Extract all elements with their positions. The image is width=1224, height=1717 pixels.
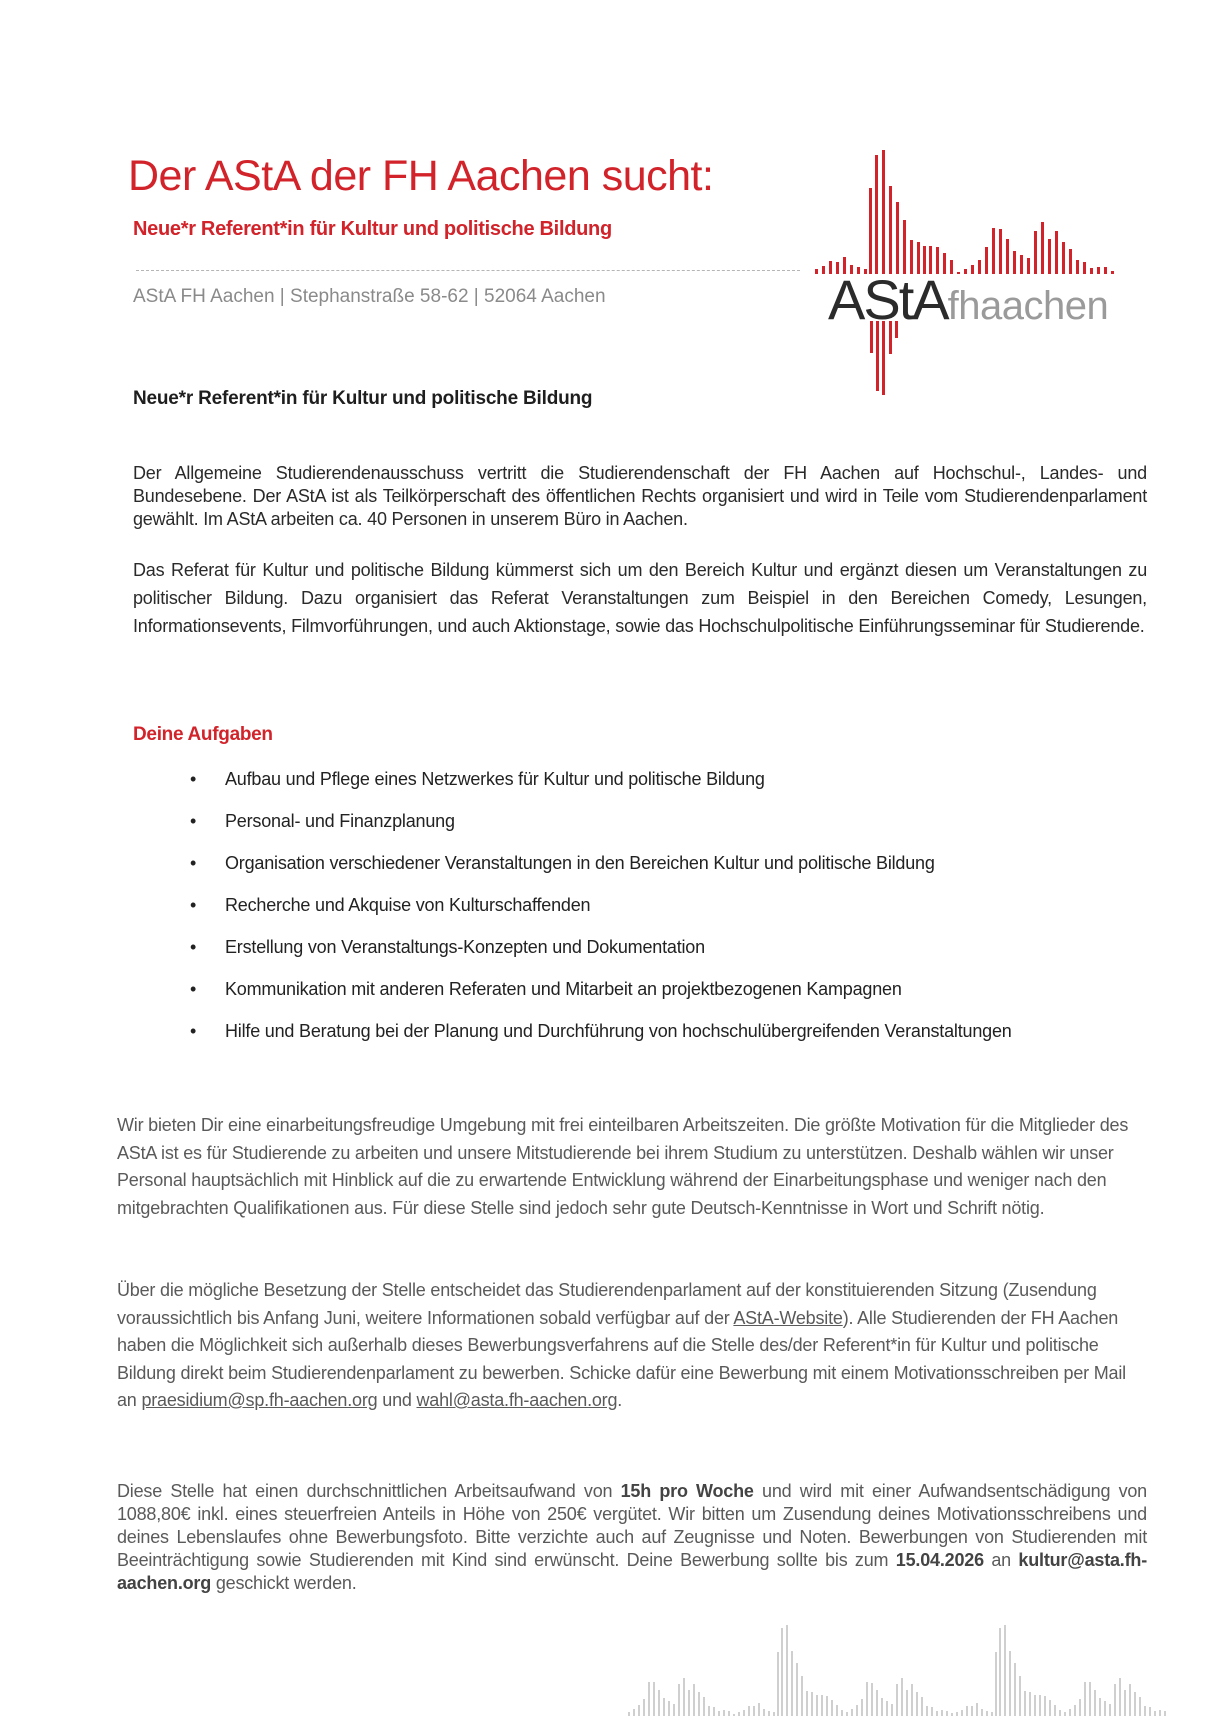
offer-paragraph: Wir bieten Dir eine einarbeitungsfreudige Umgebung mit frei einteilbaren Arbeitszeiten. Die größte Motivation für die Mitglieder des AStA ist es für Studierende zu arbeiten und unsere Mitstudierende bei ihrem Studium zu unterstützen. Deshalb wählen wir unser Personal hauptsächlich mit Hinblick auf die zu erwartende Entwicklung während der Einarbeitungsphase und weniger nach den mitgebrachten Qualifikationen aus. Für diese Stelle sind jedoch sehr gute Deutsch-Kenntnisse in Wort und Schrift nötig. bbox=[117, 1115, 1129, 1218]
tasks-list bbox=[190, 768, 1126, 1062]
footer-waveform-icon bbox=[620, 1610, 1224, 1717]
bullet-icon: • bbox=[190, 895, 197, 915]
task-item: • Aufbau und Pflege eines Netzwerkes für Kultur und politische Bildung bbox=[190, 769, 765, 789]
asta-website-link[interactable]: AStA-Website bbox=[733, 1307, 843, 1328]
bullet-icon: • bbox=[190, 853, 197, 873]
dashed-divider bbox=[136, 270, 800, 271]
logo-fhaachen-text: fhaachen bbox=[947, 284, 1109, 328]
task-item: • Kommunikation mit anderen Referaten und Mitarbeit an projektbezogenen Kampagnen bbox=[190, 979, 902, 999]
conditions-paragraph: Diese Stelle hat einen durchschnittlichen Arbeitsaufwand von 15h pro Woche und wird mit einer Aufwandsentschädigung von 1088,80€ inkl. eines steuerfreien Anteils in Höhe von 250€ vergütet. Wir bitten um Zusendung deines Motivationsschreibens und deines Lebenslaufes ohne Bewerbungsfoto. Bitte verzichte auch auf Zeugnisse und Noten. Bewerbungen von Studierenden mit Beeinträchtigung sowie Studierenden mit Kind sind erwünscht. Deine Bewerbung sollte bis zum 15.04.2026 an kultur@asta.fh-aachen.org geschickt werden. bbox=[117, 1481, 1147, 1593]
task-item: • Personal- und Finanzplanung bbox=[190, 811, 455, 831]
bullet-icon: • bbox=[190, 937, 197, 957]
position-title: Neue*r Referent*in für Kultur und politische Bildung bbox=[133, 388, 593, 409]
task-item: • Organisation verschiedener Veranstaltungen in den Bereichen Kultur und politische Bildung bbox=[190, 853, 935, 873]
praesidium-email-link[interactable]: praesidium@sp.fh-aachen.org bbox=[141, 1390, 378, 1410]
application-deadline: 15.04.2026 bbox=[895, 1550, 984, 1570]
bullet-icon: • bbox=[190, 811, 197, 831]
bullet-icon: • bbox=[190, 1021, 197, 1041]
asta-logo-wordmark bbox=[828, 268, 1109, 331]
bullet-icon: • bbox=[190, 769, 197, 789]
intro-paragraph-1: Der Allgemeine Studierendenausschuss vertritt die Studierendenschaft der FH Aachen auf Hochschul-, Landes- und Bundesebene. Der AStA ist als Teilkörperschaft des öffentlichen Rechts organisiert und wird in Teile vom Studierendenparlament gewählt. Im AStA arbeiten ca. 40 Personen in unserem Büro in Aachen. bbox=[133, 463, 1147, 529]
bullet-icon: • bbox=[190, 979, 197, 999]
task-item: • Recherche und Akquise von Kulturschaffenden bbox=[190, 895, 591, 915]
task-item: • Hilfe und Beratung bei der Planung und Durchführung von hochschulübergreifenden Veranstaltungen bbox=[190, 1021, 1012, 1041]
page-title: Der AStA der FH Aachen sucht: bbox=[128, 152, 714, 200]
task-item: • Erstellung von Veranstaltungs-Konzepten und Dokumentation bbox=[190, 937, 705, 957]
intro-paragraph-2: Das Referat für Kultur und politische Bildung kümmerst sich um den Bereich Kultur und ergänzt diesen um Veranstaltungen zu politischer Bildung. Dazu organisiert das Referat Veranstaltungen zum Beispiel in den Bereichen Comedy, Lesungen, Informationsevents, Filmvorführungen, und auch Aktionstage, sowie das Hochschulpolitische Einführungsseminar für Studierende. bbox=[133, 560, 1147, 636]
address-line: AStA FH Aachen | Stephanstraße 58-62 | 52064 Aachen bbox=[133, 286, 606, 307]
election-paragraph: Über die mögliche Besetzung der Stelle entscheidet das Studierendenparlament auf der konstituierenden Sitzung (Zusendung voraussichtlich bis Anfang Juni, weitere Informationen sobald verfügbar auf der AStA-Website). Alle Studierenden der FH Aachen haben die Möglichkeit sich außerhalb dieses Bewerbungsverfahrens auf die Stelle des/der Referent*in für Kultur und politische Bildung direkt beim Studierendenparlament zu bewerben. Schicke dafür eine Bewerbung mit einem Motivationsschreiben per Mail an praesidium@sp.fh-aachen.org und wahl@asta.fh-aachen.org. bbox=[117, 1280, 1126, 1410]
wahl-email-link[interactable]: wahl@asta.fh-aachen.org bbox=[416, 1390, 618, 1410]
application-email: kultur@asta.fh-aachen.org bbox=[117, 1550, 1147, 1593]
weekly-hours: 15h pro Woche bbox=[620, 1481, 754, 1501]
tasks-heading: Deine Aufgaben bbox=[133, 724, 273, 745]
logo-asta-text: AStA bbox=[828, 268, 948, 331]
page-subtitle: Neue*r Referent*in für Kultur und politische Bildung bbox=[133, 218, 612, 240]
